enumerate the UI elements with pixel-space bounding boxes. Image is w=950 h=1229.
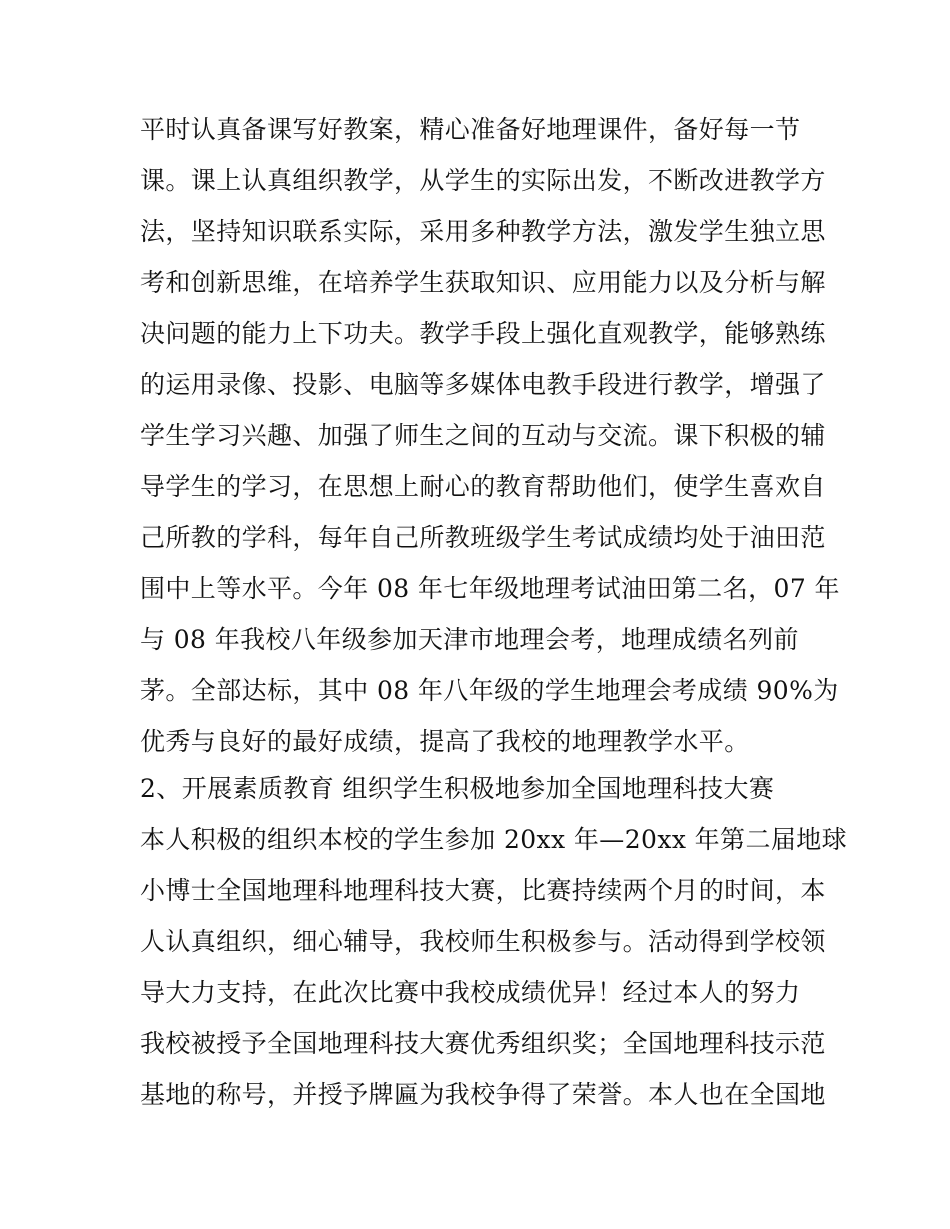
text-line: 法，坚持知识联系实际，采用多种教学方法，激发学生独立思 (140, 217, 826, 246)
text-line: 茅。全部达标，其中 08 年八年级的学生地理会考成绩 90%为 (140, 676, 839, 705)
text-line: 导大力支持，在此次比赛中我校成绩优异！经过本人的努力 (140, 978, 801, 1007)
text-line: 围中上等水平。今年 08 年七年级地理考试油田第二名，07 年 (140, 574, 840, 603)
text-line: 学生学习兴趣、加强了师生之间的互动与交流。课下积极的辅 (140, 421, 826, 450)
text-line: 考和创新思维，在培养学生获取知识、应用能力以及分析与解 (140, 268, 826, 297)
text-line: 与 08 年我校八年级参加天津市地理会考，地理成绩名列前 (140, 625, 799, 654)
text-line: 我校被授予全国地理科技大赛优秀组织奖；全国地理科技示范 (140, 1029, 826, 1058)
text-line: 课。课上认真组织教学，从学生的实际出发，不断改进教学方 (140, 166, 826, 195)
text-line: 基地的称号，并授予牌匾为我校争得了荣誉。本人也在全国地 (140, 1080, 826, 1109)
text-line: 小博士全国地理科地理科技大赛，比赛持续两个月的时间，本 (140, 876, 826, 905)
text-line: 优秀与良好的最好成绩，提高了我校的地理教学水平。 (140, 727, 750, 756)
text-line: 导学生的学习，在思想上耐心的教育帮助他们，使学生喜欢自 (140, 472, 826, 501)
text-line: 己所教的学科，每年自己所教班级学生考试成绩均处于油田范 (140, 523, 826, 552)
text-line: 决问题的能力上下功夫。教学手段上强化直观教学，能够熟练 (140, 319, 826, 348)
text-line: 本人积极的组织本校的学生参加 20xx 年—20xx 年第二届地球 (140, 825, 848, 854)
text-line: 人认真组织，细心辅导，我校师生积极参与。活动得到学校领 (140, 927, 826, 956)
text-line: 平时认真备课写好教案，精心准备好地理课件，备好每一节 (140, 115, 801, 144)
section-heading: 2、开展素质教育 组织学生积极地参加全国地理科技大赛 (140, 774, 775, 803)
text-line: 的运用录像、投影、电脑等多媒体电教手段进行教学，增强了 (140, 370, 826, 399)
